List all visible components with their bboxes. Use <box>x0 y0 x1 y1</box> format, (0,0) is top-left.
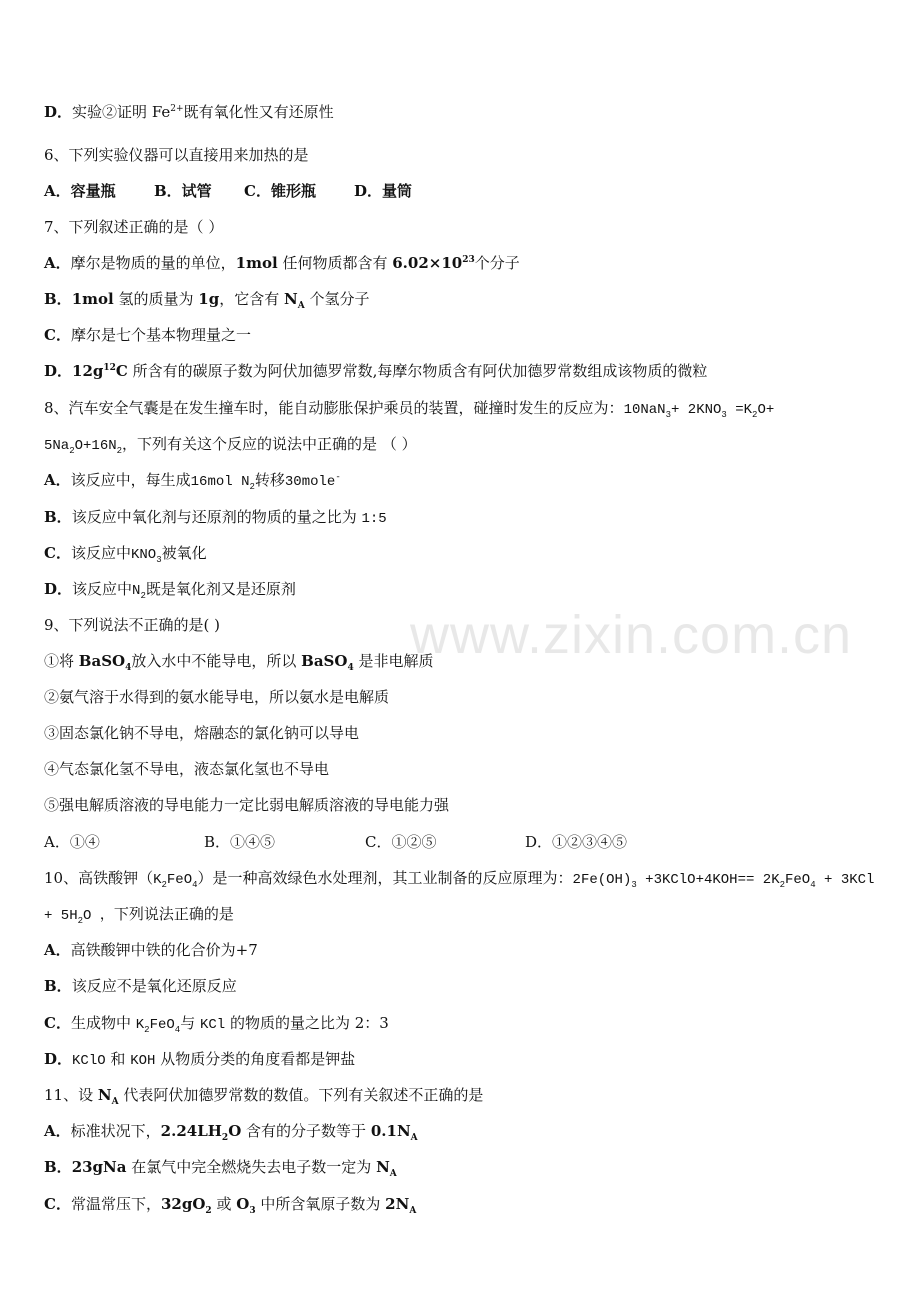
superscript: - <box>335 472 341 483</box>
subscript: 2 <box>205 1206 212 1216</box>
subscript: 2 <box>249 481 255 492</box>
symbol <box>97 1086 119 1107</box>
equation <box>44 908 114 924</box>
formula-text: KNO <box>130 547 157 563</box>
option-label: D． <box>44 103 73 121</box>
formula-text: K <box>153 872 162 888</box>
bold-text: 1g <box>198 290 220 308</box>
formula <box>78 652 132 673</box>
option-label: B． <box>44 508 72 526</box>
option-label: A． <box>44 941 71 959</box>
q9-statement-3: ③固态氯化钠不导电，熔融态的氯化钠可以导电 <box>44 724 360 742</box>
q8-option-a <box>44 470 341 492</box>
text: 该反应不是氧化还原反应 <box>71 977 237 995</box>
formula: KClO <box>72 1053 106 1069</box>
subscript: 3 <box>665 409 671 420</box>
text: 转移 <box>254 471 285 489</box>
formula-text: BaSO <box>78 652 126 670</box>
formula <box>131 547 162 563</box>
subscript: 2 <box>144 1024 150 1035</box>
option-label: A． <box>44 254 71 272</box>
formula <box>153 872 197 888</box>
formula <box>132 583 146 599</box>
text: ，下列有关这个反应的说法中正确的是 （ ） <box>122 435 417 453</box>
text: 或 <box>216 1195 232 1213</box>
option-label: C． <box>44 1195 71 1213</box>
bold-text: 1mol <box>71 290 114 308</box>
choice-b: B．试管 <box>154 182 212 200</box>
subscript: 2 <box>779 879 785 890</box>
formula <box>370 1122 418 1143</box>
q10-option-c <box>44 1013 389 1035</box>
formula-text: BaSO <box>301 652 348 670</box>
question-10 <box>44 868 874 890</box>
equation <box>573 872 875 888</box>
subscript: 4 <box>125 663 132 673</box>
text: 氢的质量为 <box>118 290 194 308</box>
subscript: 4 <box>174 1024 181 1035</box>
eq-part: 5Na <box>44 438 70 454</box>
symbol: C <box>115 362 128 380</box>
formula-text: FeO <box>149 1017 175 1033</box>
text: 从物质分类的角度看都是钾盐 <box>160 1050 356 1068</box>
text: 中所含氧原子数为 <box>260 1195 381 1213</box>
eq-part: O+16N <box>74 438 117 454</box>
choice-d: D．量筒 <box>354 182 413 200</box>
q11-option-b <box>44 1157 397 1177</box>
text: 摩尔是物质的量的单位， <box>70 254 236 272</box>
question-9: 9、下列说法不正确的是( ) <box>44 616 221 634</box>
text: 生成物中 <box>70 1014 131 1032</box>
formula <box>191 474 255 490</box>
formula: KCl <box>199 1017 226 1033</box>
q8-option-d <box>44 579 296 601</box>
symbol-text: N <box>97 1086 112 1104</box>
symbol <box>376 1158 397 1179</box>
choice-a: A．①④ <box>44 833 100 851</box>
q6-choices <box>44 181 874 201</box>
question-7: 7、下列叙述正确的是（ ） <box>44 218 224 236</box>
text: ）是一种高效绿色水处理剂，其工业制备的反应原理为： <box>197 869 573 887</box>
text: 所含有的碳原子数为阿伏加德罗常数,每摩尔物质含有阿伏加德罗常数组成该物质的微粒 <box>132 362 708 380</box>
bold-text <box>72 362 128 380</box>
formula <box>285 474 341 490</box>
subscript: 3 <box>721 409 727 420</box>
text: ①将 <box>44 652 75 670</box>
q7-option-b <box>44 289 370 309</box>
text: 的物质的量之比为 2：3 <box>229 1014 389 1032</box>
text: 放入水中不能导电，所以 <box>131 652 297 670</box>
formula-text: O <box>236 1195 250 1213</box>
subscript: 3 <box>249 1206 256 1216</box>
choice-c: C．锥形瓶 <box>244 182 316 200</box>
option-label: A． <box>44 1122 71 1140</box>
choice-b: B．①④⑤ <box>204 833 276 851</box>
eq-part: O+ <box>757 402 775 418</box>
text: 该反应中氧化剂与还原剂的物质的量之比为 <box>71 508 357 526</box>
option-label: C． <box>44 544 71 562</box>
eq-part: 10NaN <box>623 402 666 418</box>
q10-option-d <box>44 1049 355 1071</box>
formula <box>160 1195 212 1216</box>
text: 常温常压下， <box>70 1195 161 1213</box>
subscript: A <box>111 1097 119 1107</box>
q9-statement-5: ⑤强电解质溶液的导电能力一定比弱电解质溶液的导电能力强 <box>44 796 450 814</box>
text: 和 <box>110 1050 126 1068</box>
subscript: A <box>389 1169 397 1179</box>
question-10-cont <box>44 904 234 926</box>
eq-part: 2Fe(OH) <box>572 872 632 888</box>
formula-text: O <box>228 1122 242 1140</box>
text: 既有氧化性又有还原性 <box>183 103 334 121</box>
text: 含有的分子数等于 <box>246 1122 367 1140</box>
text: 该反应中 <box>72 580 133 598</box>
text: 下列说法正确的是 <box>113 905 234 923</box>
text: 8、汽车安全气囊是在发生撞车时，能自动膨胀保护乘员的装置，碰撞时发生的反应为： <box>44 399 624 417</box>
subscript: 2 <box>77 915 84 926</box>
formula-text: 30mole <box>284 474 336 490</box>
equation <box>44 438 122 454</box>
text: 是非电解质 <box>358 652 434 670</box>
formula-text: FeO <box>166 872 193 888</box>
option-label: A． <box>44 471 71 489</box>
symbol-text: N <box>376 1158 390 1176</box>
text: 代表阿伏加德罗常数的数值。下列有关叙述不正确的是 <box>123 1086 484 1104</box>
option-label: B． <box>44 1158 72 1176</box>
q7-option-d <box>44 361 707 381</box>
number: 12g <box>72 362 104 380</box>
formula <box>152 103 184 121</box>
eq-part: + 5H <box>44 908 78 924</box>
q10-option-a <box>44 940 258 960</box>
q11-option-c <box>44 1194 416 1214</box>
subscript: 2 <box>161 879 167 890</box>
formula <box>236 1195 256 1216</box>
text: 与 <box>180 1014 196 1032</box>
symbol <box>385 1195 417 1216</box>
subscript: 2 <box>69 445 75 456</box>
ratio: 1:5 <box>361 511 387 527</box>
text: 在氯气中完全燃烧失去电子数一定为 <box>131 1158 372 1176</box>
symbol: N <box>284 290 298 308</box>
q9-statement-4: ④气态氯化氢不导电，液态氯化氢也不导电 <box>44 760 330 778</box>
q8-option-c <box>44 543 207 565</box>
superscript: 23 <box>462 255 475 265</box>
eq-part: + 3KCl <box>815 872 875 888</box>
equation <box>624 402 775 418</box>
watermark: www.zixin.com.cn <box>410 605 853 665</box>
text: 个氢分子 <box>309 290 370 308</box>
subscript: A <box>410 1133 418 1143</box>
option-label: B． <box>44 290 72 308</box>
text: 任何物质都含有 <box>282 254 388 272</box>
bold-text: 23gNa <box>71 1158 127 1176</box>
subscript: A <box>297 301 305 311</box>
text: 被氧化 <box>161 544 207 562</box>
text: 实验②证明 <box>72 103 148 121</box>
choice-d: D．①②③④⑤ <box>525 833 628 851</box>
question-6: 6、下列实验仪器可以直接用来加热的是 <box>44 146 309 164</box>
option-label: D． <box>44 1050 73 1068</box>
q8-option-b <box>44 507 387 529</box>
number: 6.02×10 <box>392 254 463 272</box>
option-label: C． <box>44 1014 71 1032</box>
formula: KOH <box>130 1053 156 1069</box>
choice-c: C．①②⑤ <box>365 833 437 851</box>
bold-text: 1mol <box>235 254 278 272</box>
formula-text: 32gO <box>160 1195 206 1213</box>
formula <box>160 1122 242 1143</box>
q10-option-b <box>44 976 237 996</box>
formula <box>136 1017 180 1033</box>
text: 既是氧化剂又是还原剂 <box>145 580 296 598</box>
formula-text: 2.24LH <box>160 1122 222 1140</box>
choice-a: A．容量瓶 <box>44 182 116 200</box>
text: 10、高铁酸钾（ <box>44 869 154 887</box>
eq-part: +3KClO+4KOH== 2K <box>636 872 780 888</box>
formula-text: Fe <box>151 103 171 121</box>
subscript: 2 <box>116 445 123 456</box>
eq-part: + 2KNO <box>670 402 722 418</box>
option-label: B． <box>44 977 72 995</box>
formula-text: 16mol N <box>190 474 250 490</box>
eq-part: O ， <box>83 908 114 924</box>
text: 11、设 <box>44 1086 94 1104</box>
subscript: 3 <box>156 554 162 565</box>
formula <box>301 652 354 673</box>
superscript: 2+ <box>170 104 184 114</box>
bold-text <box>284 290 305 311</box>
q9-statement-1 <box>44 651 434 671</box>
q7-option-c <box>44 325 251 345</box>
eq-part: =K <box>726 402 753 418</box>
subscript: 2 <box>752 409 758 420</box>
option-label: D． <box>44 580 73 598</box>
text: ，它含有 <box>219 290 280 308</box>
text: 该反应中 <box>70 544 131 562</box>
text: 高铁酸钾中铁的化合价为+7 <box>70 941 258 959</box>
formula-text: N <box>132 583 141 599</box>
q9-choices <box>44 832 874 852</box>
text: 个分子 <box>474 254 520 272</box>
text: 标准状况下， <box>70 1122 161 1140</box>
option-label: D． <box>44 362 73 380</box>
bold-text <box>392 254 475 272</box>
question-8-cont <box>44 434 417 456</box>
subscript: 4 <box>347 663 354 673</box>
subscript: 2 <box>140 590 146 601</box>
q11-option-a <box>44 1121 418 1141</box>
superscript: 12 <box>103 363 116 373</box>
question-8 <box>44 398 774 420</box>
subscript: A <box>409 1206 417 1216</box>
subscript: 3 <box>631 879 637 890</box>
subscript: 4 <box>192 879 198 890</box>
text: 摩尔是七个基本物理量之一 <box>70 326 251 344</box>
subscript: 4 <box>810 879 816 890</box>
symbol-text: 2N <box>385 1195 410 1213</box>
subscript: 2 <box>221 1133 229 1143</box>
formula-text: K <box>135 1017 145 1033</box>
q9-statement-2: ②氨气溶于水得到的氨水能导电，所以氨水是电解质 <box>44 688 390 706</box>
formula-text: 0.1N <box>370 1122 411 1140</box>
text: 该反应中，每生成 <box>70 471 191 489</box>
question-11 <box>44 1085 483 1105</box>
q7-option-a <box>44 253 520 273</box>
option-label: C． <box>44 326 71 344</box>
q5-option-d <box>44 102 334 122</box>
eq-part: FeO <box>785 872 811 888</box>
